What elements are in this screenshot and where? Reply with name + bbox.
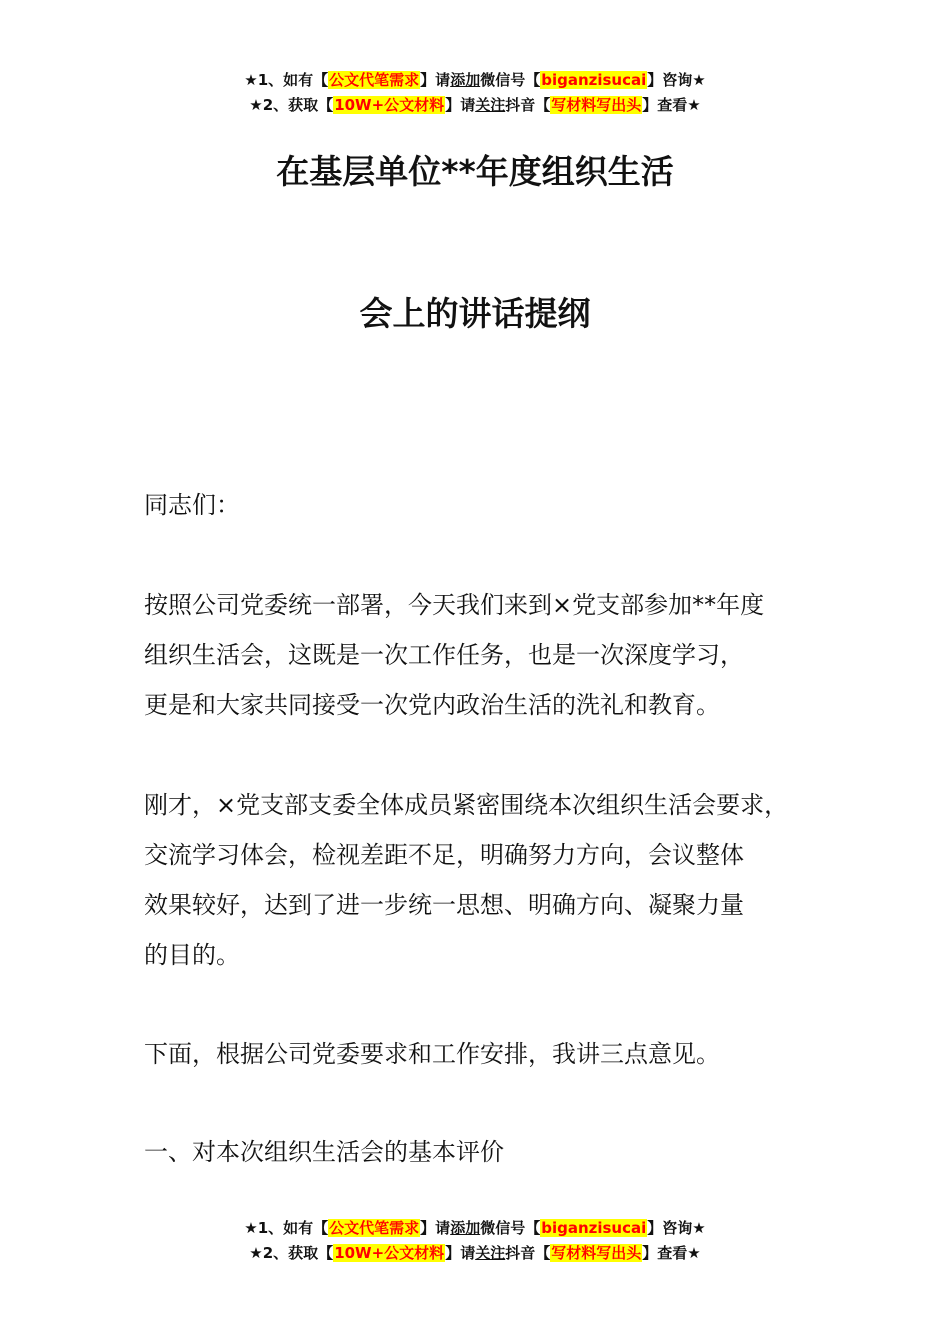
document-title-line-2: 会上的讲话提纲 bbox=[359, 294, 591, 333]
promo-text: ★1、如有【 bbox=[244, 71, 329, 89]
paragraph-line: 刚才，×党支部支委全体成员紧密围绕本次组织生活会要求， bbox=[144, 791, 789, 819]
promo-text: 】查看★ bbox=[642, 96, 701, 114]
paragraph-2 bbox=[144, 780, 844, 980]
promo-highlight-wechat-id: biganzisucai bbox=[541, 1219, 647, 1237]
salutation: 同志们： bbox=[144, 491, 240, 519]
promo-highlight-materials: 10W+公文材料 bbox=[334, 1244, 445, 1262]
promo-text: 】查看★ bbox=[642, 1244, 701, 1262]
top-promo-banner bbox=[0, 68, 950, 118]
promo-highlight-douyin: 写材料写出头 bbox=[551, 1244, 642, 1262]
promo-emphasis-add: 添加 bbox=[450, 1219, 481, 1237]
promo-text: 】咨询★ bbox=[647, 1219, 706, 1237]
promo-line-2 bbox=[0, 93, 950, 118]
document-title-line-1: 在基层单位**年度组织生活 bbox=[276, 152, 674, 191]
promo-text: 】请 bbox=[420, 1219, 451, 1237]
promo-text: 微信号【 bbox=[480, 1219, 541, 1237]
promo-text: 】请 bbox=[445, 96, 476, 114]
promo-text: ★2、获取【 bbox=[249, 96, 334, 114]
promo-text: 微信号【 bbox=[480, 71, 541, 89]
paragraph-line: 效果较好，达到了进一步统一思想、明确方向、凝聚力量 bbox=[144, 891, 744, 919]
promo-emphasis-add: 添加 bbox=[450, 71, 481, 89]
promo-text: 】请 bbox=[445, 1244, 476, 1262]
paragraph-line: 更是和大家共同接受一次党内政治生活的洗礼和教育。 bbox=[144, 691, 720, 719]
promo-text: 】咨询★ bbox=[647, 71, 706, 89]
promo-text: ★2、获取【 bbox=[249, 1244, 334, 1262]
promo-line-1 bbox=[0, 1216, 950, 1241]
promo-highlight-materials: 10W+公文材料 bbox=[334, 96, 445, 114]
promo-highlight-wechat-id: biganzisucai bbox=[541, 71, 647, 89]
promo-highlight-douyin: 写材料写出头 bbox=[551, 96, 642, 114]
paragraph-line: 的目的。 bbox=[144, 941, 240, 969]
promo-text: 抖音【 bbox=[505, 96, 551, 114]
paragraph-line: 交流学习体会，检视差距不足，明确努力方向，会议整体 bbox=[144, 841, 744, 869]
paragraph-3: 下面，根据公司党委要求和工作安排，我讲三点意见。 bbox=[144, 1040, 720, 1068]
paragraph-line: 按照公司党委统一部署，今天我们来到×党支部参加**年度 bbox=[144, 591, 765, 619]
promo-text: ★1、如有【 bbox=[244, 1219, 329, 1237]
promo-line-1 bbox=[0, 68, 950, 93]
paragraph-1 bbox=[144, 580, 844, 730]
promo-emphasis-follow: 关注 bbox=[475, 96, 506, 114]
promo-emphasis-follow: 关注 bbox=[475, 1244, 506, 1262]
promo-line-2 bbox=[0, 1241, 950, 1266]
promo-highlight-service: 公文代笔需求 bbox=[329, 1219, 420, 1237]
promo-highlight-service: 公文代笔需求 bbox=[329, 71, 420, 89]
paragraph-line: 组织生活会，这既是一次工作任务，也是一次深度学习， bbox=[144, 641, 744, 669]
promo-text: 】请 bbox=[420, 71, 451, 89]
promo-text: 抖音【 bbox=[505, 1244, 551, 1262]
bottom-promo-banner bbox=[0, 1216, 950, 1266]
section-heading-1: 一、对本次组织生活会的基本评价 bbox=[144, 1138, 504, 1166]
